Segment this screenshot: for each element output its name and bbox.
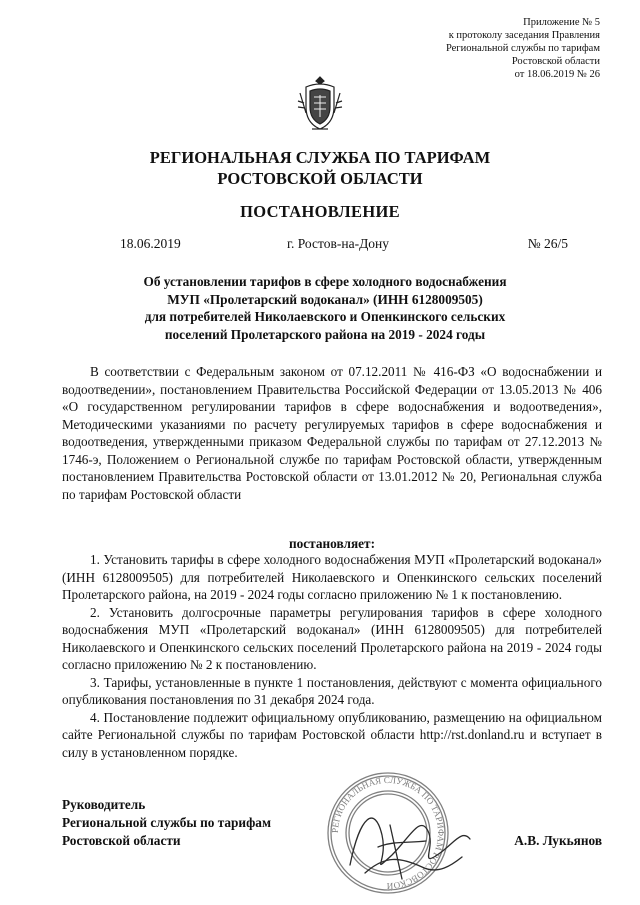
subject-line: Об установлении тарифов в сфере холодного водоснабжения <box>143 274 507 289</box>
resolves-heading: постановляет: <box>288 536 376 551</box>
signer-position <box>62 796 362 850</box>
appendix-line: от 18.06.2019 № 26 <box>514 69 600 80</box>
coat-of-arms-icon <box>296 73 344 133</box>
signer-position-line: Региональной службы по тарифам <box>62 815 272 830</box>
signer-name: А.В. Лукьянов <box>514 833 602 848</box>
org-title <box>60 147 580 189</box>
appendix-line: Приложение № 5 <box>523 17 600 28</box>
document-type: ПОСТАНОВЛЕНИЕ <box>240 202 400 221</box>
resolution-items <box>62 551 602 761</box>
subject-line: МУП «Пролетарский водоканал» (ИНН 6128009505) <box>167 291 483 307</box>
subject-line: поселений Пролетарского района на 2019 - 2024 годы <box>164 326 486 342</box>
signer-position-line: Ростовской области <box>62 833 181 848</box>
org-title-line: РЕГИОНАЛЬНАЯ СЛУЖБА ПО ТАРИФАМ <box>149 148 491 167</box>
org-title-line: РОСТОВСКОЙ ОБЛАСТИ <box>217 169 423 188</box>
document-city: г. Ростов-на-Дону <box>287 236 390 251</box>
appendix-line: к протоколу заседания Правления <box>448 30 600 41</box>
document-subject <box>100 273 550 343</box>
resolution-item: 2. Установить долгосрочные параметры регулирования тарифов в сфере холодного водоснабжения МУП «Пролетарский водоканал» (ИНН 6128009505) для потребителей Николаевского и Опенкинского сельских поселений Пролетарского района на 2019 - 2024 годы согласно приложению № 2 к постановлению. <box>62 604 602 672</box>
appendix-line: Ростовской области <box>511 56 600 67</box>
appendix-block <box>360 16 600 81</box>
resolution-item: 1. Установить тарифы в сфере холодного водоснабжения МУП «Пролетарский водоканал» (ИНН 6128009505) для потребителей Николаевского и Опенкинского сельских поселений Пролетарского района, на 2019 - 2024 годы согласно приложению № 1 к постановлению. <box>62 552 602 602</box>
signer-position-line: Руководитель <box>62 797 146 812</box>
appendix-line: Региональной службы по тарифам <box>445 43 600 54</box>
document-date: 18.06.2019 <box>120 236 181 251</box>
preamble-block <box>62 363 602 503</box>
resolution-item: 3. Тарифы, установленные в пункте 1 постановления, действуют с момента официального опубликования постановления по 31 декабря 2024 года. <box>62 674 602 707</box>
preamble-paragraph: В соответствии с Федеральным законом от 07.12.2011 № 416-ФЗ «О водоснабжении и водоотведении», постановлением Правительства Российской Федерации от 13.05.2013 № 406 «О государственном регулировании тарифов в сфере водоснабжения и водоотведения», Методическими указаниями по расчету регулируемых тарифов в сфере водоснабжения и водоотведения, утвержденными приказом Федеральной службы по тарифам от 27.12.2013 № 1746-э, Положением о Региональной службе по тарифам Ростовской области, утвержденным постановлением Правительства Ростовской области от 13.01.2012 № 20, Региональная служба по тарифам Ростовской области <box>62 364 602 502</box>
seal-text-path: РЕГИОНАЛЬНАЯ СЛУЖБА ПО ТАРИФАМ РОСТОВСКОЙ <box>329 774 447 892</box>
resolution-item: 4. Постановление подлежит официальному опубликованию, размещению на официальном сайте Региональной службы по тарифам Ростовской области http://rst.donland.ru и вступает в силу в установленном порядке. <box>62 709 602 760</box>
subject-line: для потребителей Николаевского и Опенкинского сельских <box>144 309 506 324</box>
document-number: № 26/5 <box>527 236 568 251</box>
